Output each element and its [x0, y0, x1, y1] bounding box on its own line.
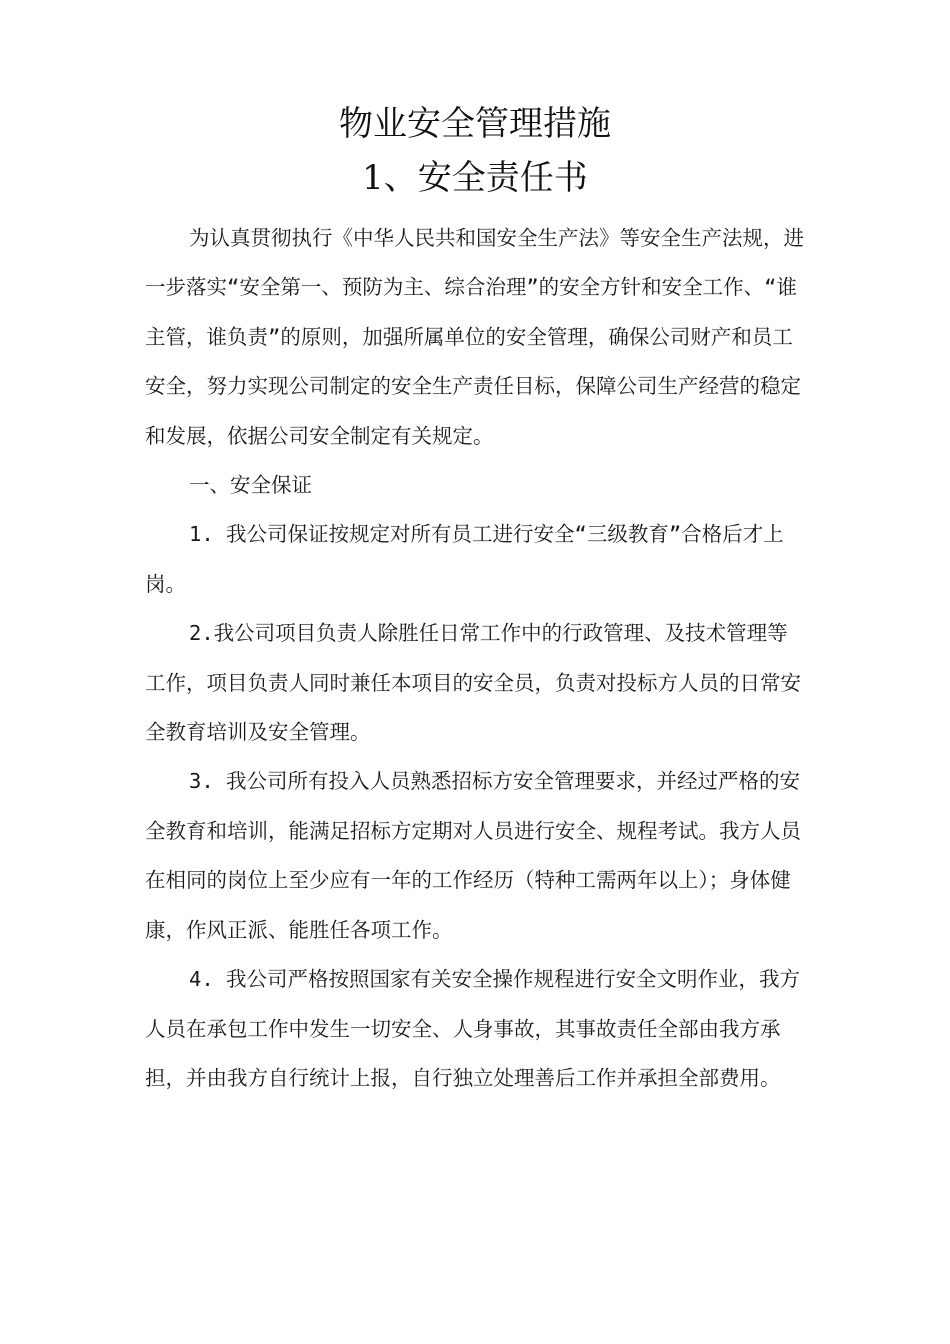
document-body	[145, 214, 805, 1103]
clause-2-paragraph: 2.我公司项目负责人除胜任日常工作中的行政管理、及技术管理等工作，项目负责人同时兼任本项目的安全员，负责对投标方人员的日常安全教育培训及安全管理。	[145, 621, 801, 745]
clause-1-paragraph: 1. 我公司保证按规定对所有员工进行安全“三级教育”合格后才上岗。	[145, 522, 784, 596]
clause-4-paragraph: 4. 我公司严格按照国家有关安全操作规程进行安全文明作业，我方人员在承包工作中发生一切安全、人身事故，其事故责任全部由我方承担，并由我方自行统计上报，自行独立处理善后工作并承担全部费用。	[145, 967, 801, 1090]
document-subtitle: 1、安全责任书	[362, 158, 588, 198]
clause-3-paragraph: 3. 我公司所有投入人员熟悉招标方安全管理要求，并经过严格的安全教育和培训，能满足招标方定期对人员进行安全、规程考试。我方人员在相同的岗位上至少应有一年的工作经历（特种工需两年以上）；身体健康，作风正派、能胜任各项工作。	[145, 769, 801, 942]
intro-paragraph: 为认真贯彻执行《中华人民共和国安全生产法》等安全生产法规，进一步落实“安全第一、预防为主、综合治理”的安全方针和安全工作、“谁主管，谁负责”的原则，加强所属单位的安全管理，确保公司财产和员工安全，努力实现公司制定的安全生产责任目标，保障公司生产经营的稳定和发展，依据公司安全制定有关规定。	[145, 226, 804, 448]
section-heading: 一、安全保证	[189, 473, 312, 498]
document-title: 物业安全管理措施	[339, 104, 611, 144]
